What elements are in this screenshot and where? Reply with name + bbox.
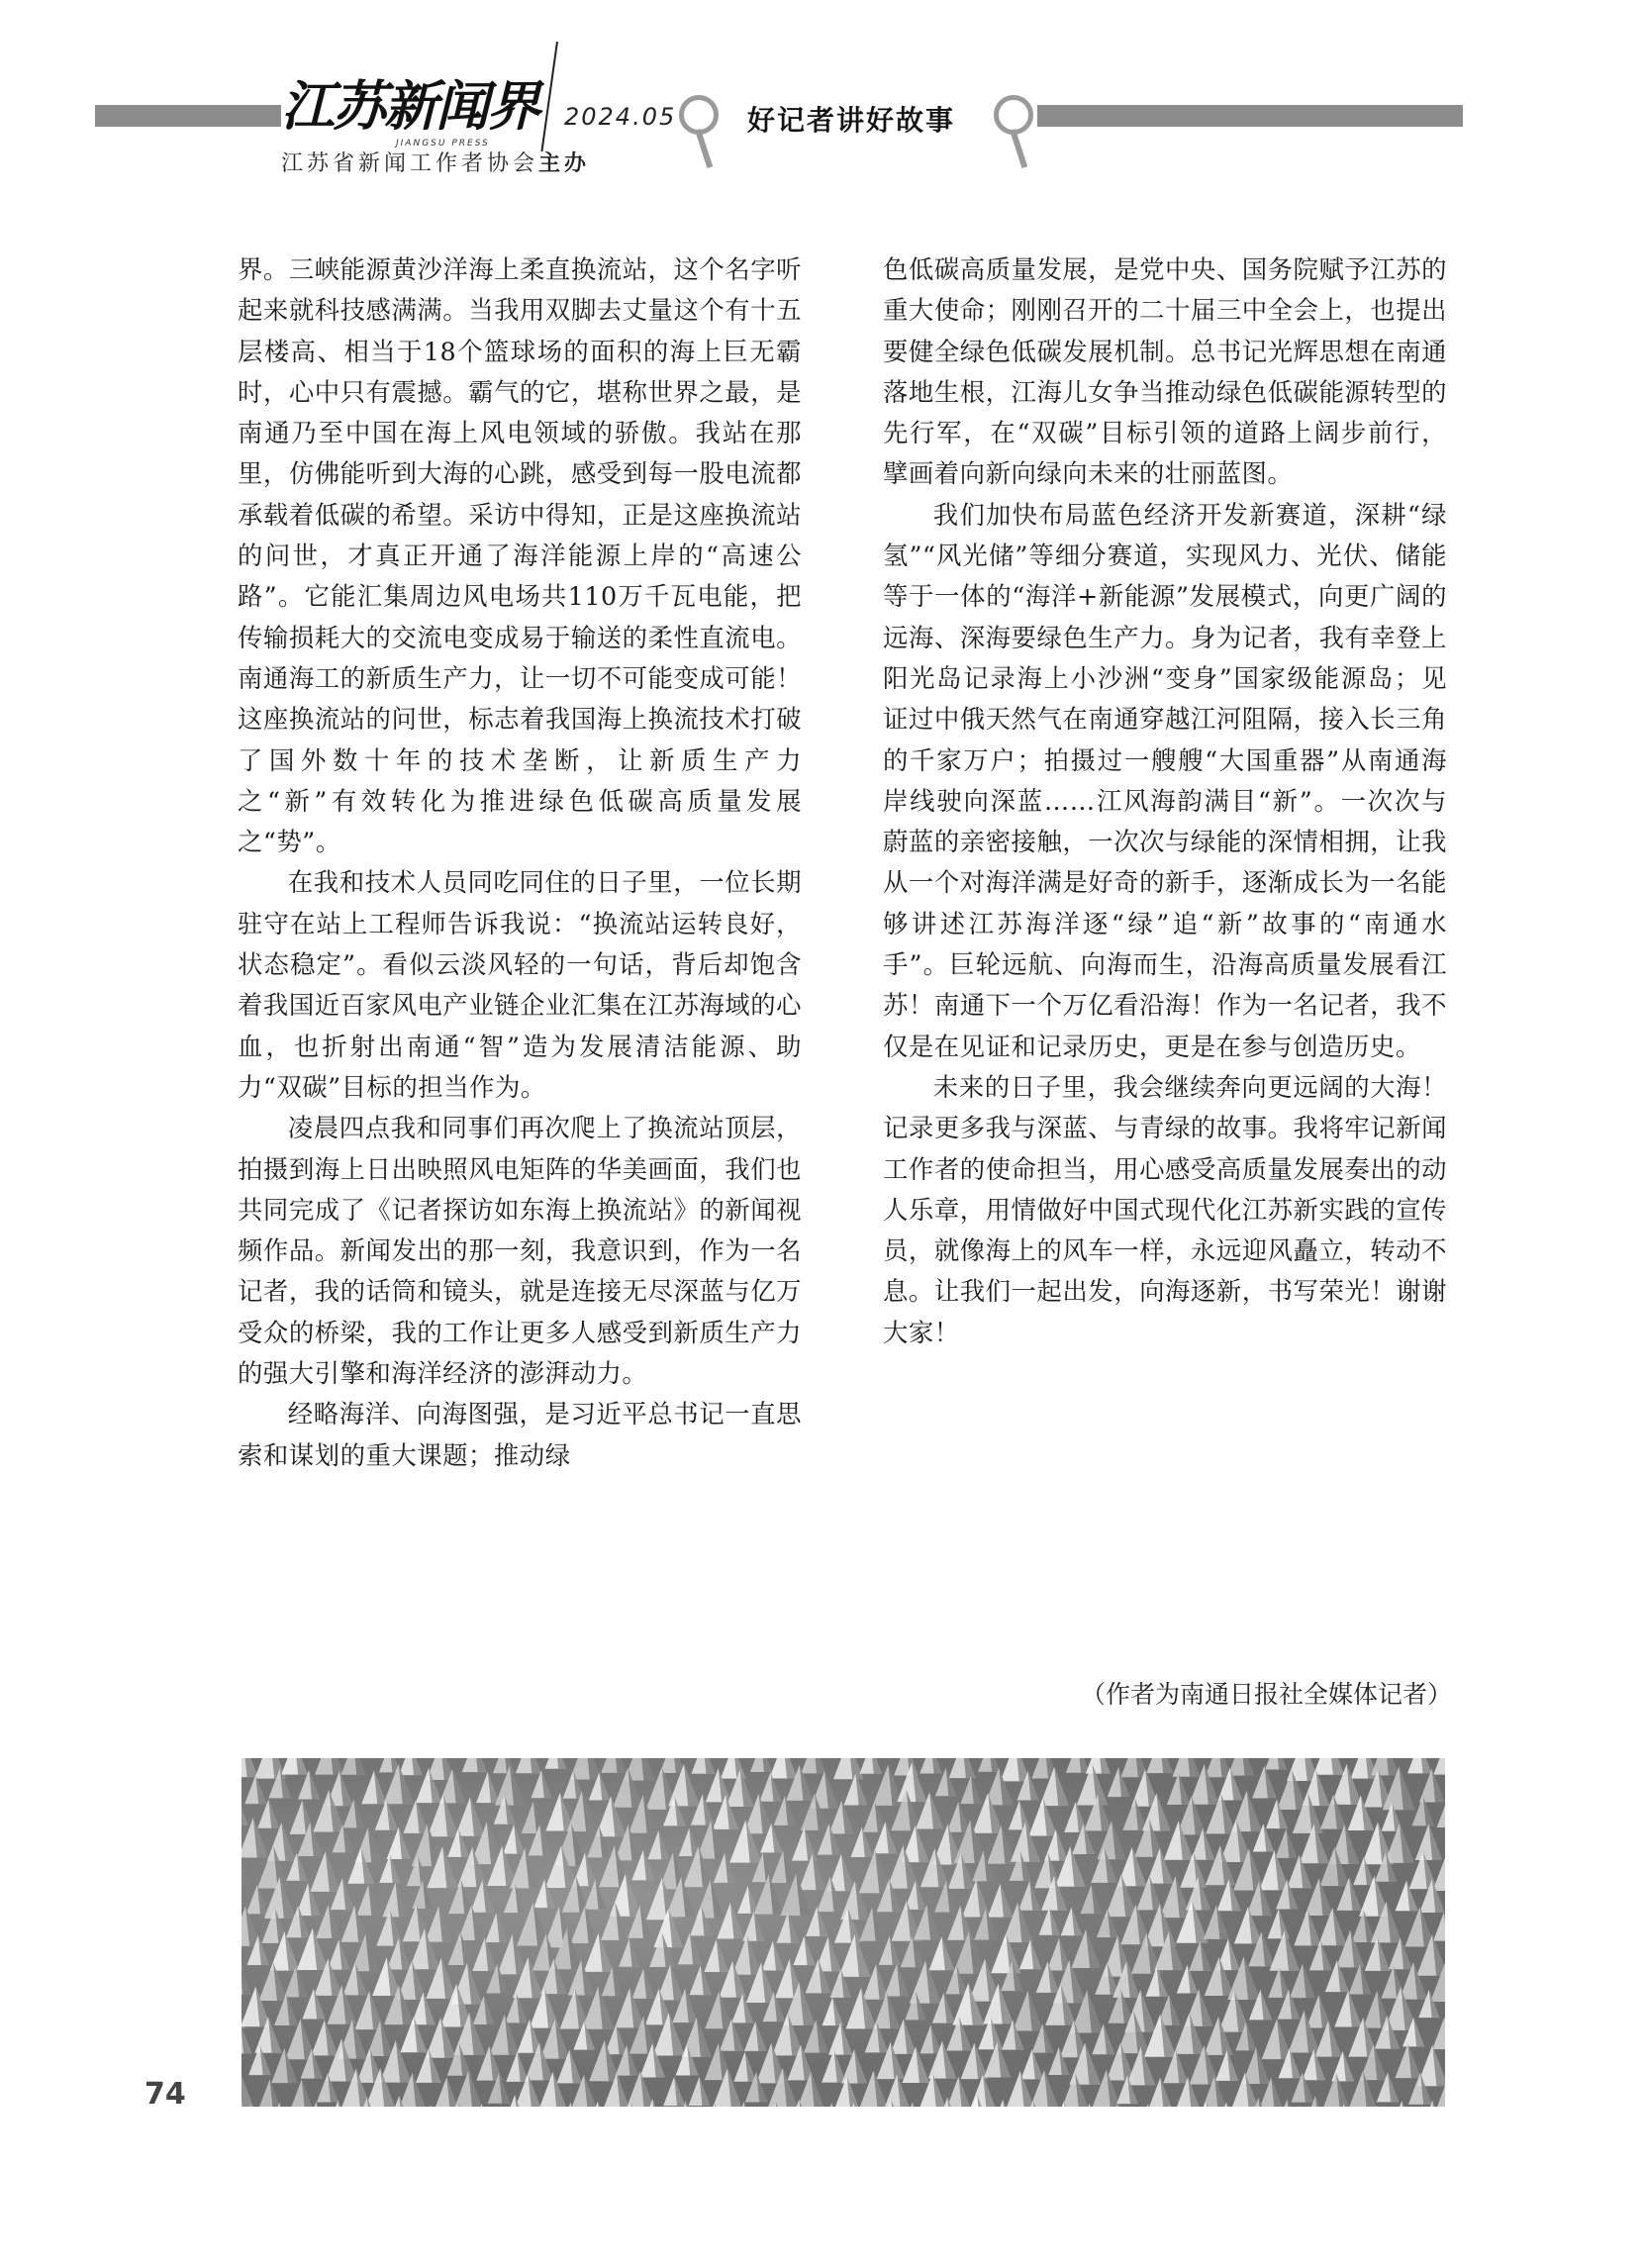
organizer-line xyxy=(281,147,590,177)
article-paragraph: 在我和技术人员同吃同住的日子里，一位长期驻守在站上工程师告诉我说：“换流站运转良好，状态稳定”。看似云淡风轻的一句话，背后却饱含着我国近百家风电产业链企业汇集在江苏海域的心血，也折射出南通“智”造为发展清洁能源、助力“双碳”目标的担当作为。 xyxy=(238,867,802,1102)
article-paragraph: 色低碳高质量发展，是党中央、国务院赋予江苏的重大使命；刚刚召开的二十届三中全会上，也提出要健全绿色低碳发展机制。总书记光辉思想在南通落地生根，江海儿女争当推动绿色低碳能源转型的先行军，在“双碳”目标引领的道路上阔步前行，擘画着向新向绿向未来的壮丽蓝图。 xyxy=(883,254,1447,489)
organizer-name: 江苏省新闻工作者协会 xyxy=(281,151,539,176)
header-divider xyxy=(540,42,558,151)
author-byline: （作者为南通日报社全媒体记者） xyxy=(1080,1680,1452,1709)
location-pin-icon xyxy=(994,95,1033,135)
article-paragraph: 界。三峡能源黄沙洋海上柔直换流站，这个名字听起来就科技感满满。当我用双脚去丈量这个有十五层楼高、相当于18个篮球场的面积的海上巨无霸时，心中只有震撼。霸气的它，堪称世界之最，是南通乃至中国在海上风电领域的骄傲。我站在那里，仿佛能听到大海的心跳，感受到每一股电流都承载着低碳的希望。采访中得知，正是这座换流站的问世，才真正开通了海洋能源上岸的“高速公路”。它能汇集周边风电场共110万千瓦电能，把传输损耗大的交流电变成易于输送的柔性直流电。南通海工的新质生产力，让一切不可能变成可能！这座换流站的问世，标志着我国海上换流技术打破了国外数十年的技术垄断，让新质生产力之“新”有效转化为推进绿色低碳高质量发展之“势”。 xyxy=(238,254,802,857)
article-paragraph: 我们加快布局蓝色经济开发新赛道，深耕“绿氢”“风光储”等细分赛道，实现风力、光伏、储能等于一体的“海洋+新能源”发展模式，向更广阔的远海、深海要绿色生产力。身为记者，我有幸登上阳光岛记录海上小沙洲“变身”国家级能源岛；见证过中俄天然气在南通穿越江河阻隔，接入长三角的千家万户；拍摄过一艘艘“大国重器”从南通海岸线驶向深蓝……江风海韵满目“新”。一次次与蔚蓝的亲密接触，一次次与绿能的深情相拥，让我从一个对海洋满是好奇的新手，逐渐成长为一名能够讲述江苏海洋逐“绿”追“新”故事的“南通水手”。巨轮远航、向海而生，沿海高质量发展看江苏！南通下一个万亿看沿海！作为一名记者，我不仅是在见证和记录历史，更是在参与创造历史。 xyxy=(883,499,1447,1061)
forest-aerial-photo xyxy=(242,1758,1445,2107)
location-pin-icon xyxy=(679,95,719,135)
article-paragraph: 经略海洋、向海图强，是习近平总书记一直思索和谋划的重大课题；推动绿 xyxy=(238,1399,802,1470)
page-number: 74 xyxy=(145,2077,186,2112)
article-paragraph: 凌晨四点我和同事们再次爬上了换流站顶层，拍摄到海上日出映照风电矩阵的华美画面，我们也共同完成了《记者探访如东海上换流站》的新闻视频作品。新闻发出的那一刻，我意识到，作为一名记者，我的话筒和镜头，就是连接无尽深蓝与亿万受众的桥梁，我的工作让更多人感受到新质生产力的强大引擎和海洋经济的澎湃动力。 xyxy=(238,1113,802,1389)
organizer-role: 主办 xyxy=(538,151,591,176)
article-column-left xyxy=(238,249,802,1476)
section-title: 好记者讲好故事 xyxy=(747,104,956,137)
magazine-logo: 江苏新闻界 xyxy=(281,75,538,138)
article-column-right xyxy=(883,249,1447,1353)
forest-illustration xyxy=(242,1758,1445,2107)
issue-date: 2024.05 xyxy=(564,103,677,131)
magazine-logo-subtitle: JIANGSU PRESS xyxy=(396,139,490,148)
article-paragraph: 未来的日子里，我会继续奔向更远阔的大海！记录更多我与深蓝、与青绿的故事。我将牢记新闻工作者的使命担当，用心感受高质量发展奏出的动人乐章，用情做好中国式现代化江苏新实践的宣传员，就像海上的风车一样，永远迎风矗立，转动不息。让我们一起出发，向海逐新，书写荣光！谢谢大家！ xyxy=(883,1071,1447,1347)
header-bar-right xyxy=(1037,105,1463,127)
header-bar-left xyxy=(95,105,281,127)
